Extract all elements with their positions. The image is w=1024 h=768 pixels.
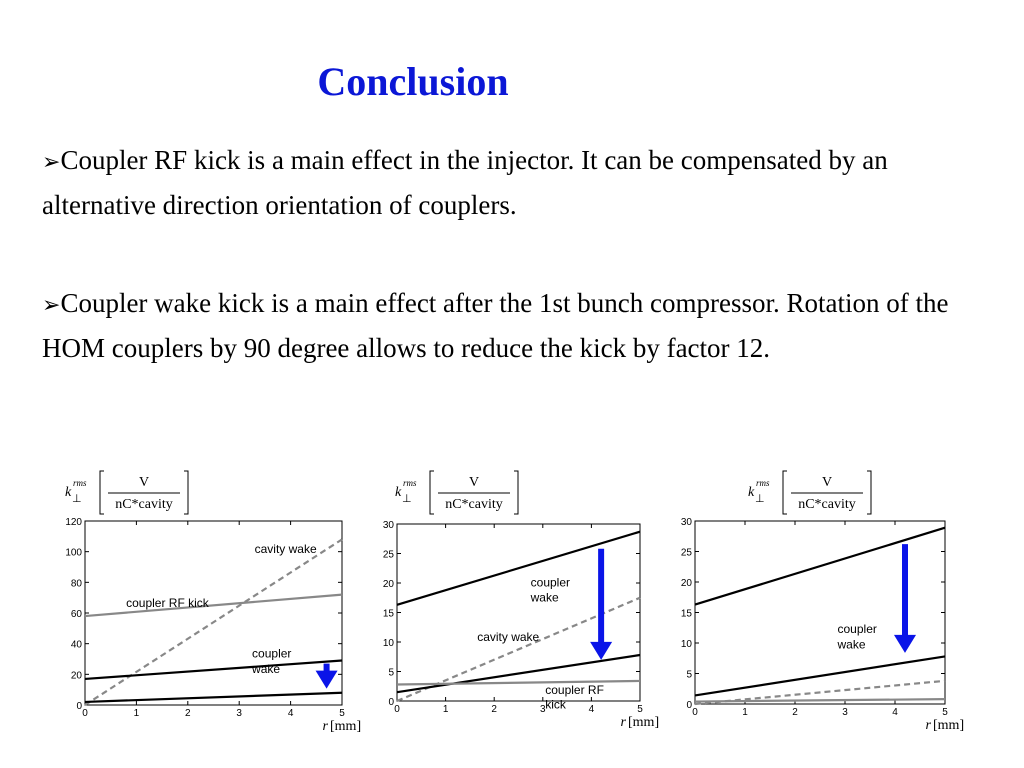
ylabel-numerator: V bbox=[821, 475, 833, 490]
reduction-arrow-head-icon bbox=[894, 635, 916, 653]
x-tick-label: 1 bbox=[133, 708, 140, 719]
ylabel-subscript: ⊥ bbox=[755, 493, 765, 505]
xlabel-variable: r bbox=[620, 715, 626, 730]
ylabel-subscript: ⊥ bbox=[402, 493, 412, 505]
bullet-2-text: Coupler wake kick is a main effect after the 1st bunch compressor. Rotation of the HOM couplers by 90 degree allows to reduce the kick by factor 12. bbox=[42, 288, 949, 363]
bullet-arrow-icon: ➢ bbox=[42, 150, 61, 175]
chart-coupler-kick-bc1 bbox=[360, 462, 660, 747]
ylabel-denominator: nC*cavity bbox=[798, 497, 856, 512]
y-tick-label: 30 bbox=[680, 517, 692, 528]
bullet-arrow-icon: ➢ bbox=[42, 293, 61, 318]
chart-svg bbox=[360, 462, 660, 742]
x-tick-label: 0 bbox=[394, 704, 400, 715]
bracket-left bbox=[100, 471, 104, 514]
bracket-right bbox=[867, 471, 871, 514]
y-tick-label: 15 bbox=[382, 608, 394, 620]
bracket-left bbox=[430, 471, 434, 514]
y-tick-label: 30 bbox=[382, 520, 394, 531]
ylabel-subscript: ⊥ bbox=[72, 493, 82, 505]
series-line-2 bbox=[85, 661, 342, 679]
xlabel-unit: [mm] bbox=[628, 715, 660, 730]
chart-coupler-kick-injector bbox=[55, 462, 360, 747]
y-tick-label: 5 bbox=[686, 669, 692, 681]
x-tick-label: 5 bbox=[942, 707, 948, 718]
y-tick-label: 60 bbox=[70, 609, 82, 620]
bracket-left bbox=[783, 471, 787, 514]
x-tick-label: 3 bbox=[236, 708, 242, 719]
series-annotation: coupler RF kick bbox=[126, 595, 209, 610]
ylabel-denominator: nC*cavity bbox=[115, 497, 173, 512]
x-tick-label: 3 bbox=[842, 707, 848, 718]
x-tick-label: 1 bbox=[442, 704, 449, 715]
series-annotation: wake bbox=[530, 590, 559, 605]
x-tick-label: 0 bbox=[82, 708, 88, 719]
x-tick-label: 2 bbox=[185, 708, 191, 719]
ylabel-numerator: V bbox=[468, 475, 480, 490]
x-tick-label: 3 bbox=[540, 704, 546, 715]
y-tick-label: 10 bbox=[680, 639, 692, 650]
series-annotation: cavity wake bbox=[254, 542, 317, 557]
bullet-1 bbox=[42, 139, 1002, 226]
chart-coupler-kick-rotated bbox=[660, 462, 965, 747]
ylabel-superscript: rms bbox=[756, 478, 770, 488]
y-tick-label: 20 bbox=[382, 579, 394, 590]
series-line-3 bbox=[85, 693, 342, 702]
x-tick-label: 0 bbox=[692, 707, 698, 718]
series-line-1 bbox=[85, 595, 342, 616]
series-annotation: wake bbox=[252, 661, 281, 676]
chart-svg bbox=[55, 462, 360, 742]
series-line-0 bbox=[85, 539, 342, 705]
y-tick-label: 5 bbox=[388, 667, 394, 679]
ylabel-denominator: nC*cavity bbox=[445, 497, 503, 512]
xlabel-unit: [mm] bbox=[330, 719, 362, 734]
x-tick-label: 4 bbox=[892, 707, 898, 718]
series-annotation: coupler bbox=[252, 646, 292, 661]
y-tick-label: 120 bbox=[65, 517, 82, 528]
series-annotation: kick bbox=[545, 697, 566, 712]
series-annotation: coupler RF bbox=[545, 682, 604, 697]
y-tick-label: 20 bbox=[70, 670, 82, 682]
series-annotation: cavity wake bbox=[477, 629, 540, 644]
bracket-right bbox=[514, 471, 518, 514]
chart-svg bbox=[660, 462, 965, 742]
series-line-1 bbox=[695, 656, 945, 695]
x-tick-label: 5 bbox=[637, 704, 643, 715]
series-annotation: coupler bbox=[837, 622, 877, 637]
ylabel-superscript: rms bbox=[403, 478, 417, 488]
series-annotation: coupler bbox=[530, 575, 571, 590]
ylabel-numerator: V bbox=[138, 475, 150, 490]
x-tick-label: 2 bbox=[792, 707, 798, 718]
ylabel-superscript: rms bbox=[73, 478, 87, 488]
slide-title: Conclusion bbox=[317, 59, 509, 104]
x-tick-label: 4 bbox=[588, 704, 595, 715]
y-tick-label: 0 bbox=[388, 697, 394, 708]
x-tick-label: 1 bbox=[742, 707, 748, 718]
bullet-2 bbox=[42, 282, 1002, 369]
y-tick-label: 15 bbox=[680, 608, 692, 620]
y-tick-label: 20 bbox=[680, 578, 692, 589]
y-tick-label: 100 bbox=[65, 547, 82, 559]
ylabel-symbol: k bbox=[748, 485, 755, 500]
y-tick-label: 0 bbox=[686, 700, 692, 711]
ylabel-symbol: k bbox=[395, 485, 402, 500]
ylabel-symbol: k bbox=[65, 485, 72, 500]
x-tick-label: 2 bbox=[491, 704, 497, 715]
bullet-1-text: Coupler RF kick is a main effect in the injector. It can be compensated by an alternative direction orientation of couplers. bbox=[42, 145, 888, 220]
y-tick-label: 25 bbox=[382, 549, 394, 561]
y-tick-label: 10 bbox=[382, 638, 394, 649]
y-tick-label: 40 bbox=[70, 639, 82, 651]
reduction-arrow-head-icon bbox=[316, 671, 338, 689]
xlabel-variable: r bbox=[925, 718, 931, 733]
bracket-right bbox=[184, 471, 188, 514]
reduction-arrow-head-icon bbox=[590, 642, 612, 660]
x-tick-label: 5 bbox=[339, 708, 345, 719]
x-tick-label: 4 bbox=[287, 708, 294, 719]
y-tick-label: 80 bbox=[70, 578, 82, 590]
y-tick-label: 25 bbox=[680, 547, 692, 559]
series-annotation: wake bbox=[837, 637, 866, 652]
y-tick-label: 0 bbox=[76, 701, 82, 712]
xlabel-variable: r bbox=[322, 719, 328, 734]
series-line-3 bbox=[695, 699, 945, 701]
xlabel-unit: [mm] bbox=[933, 718, 965, 733]
